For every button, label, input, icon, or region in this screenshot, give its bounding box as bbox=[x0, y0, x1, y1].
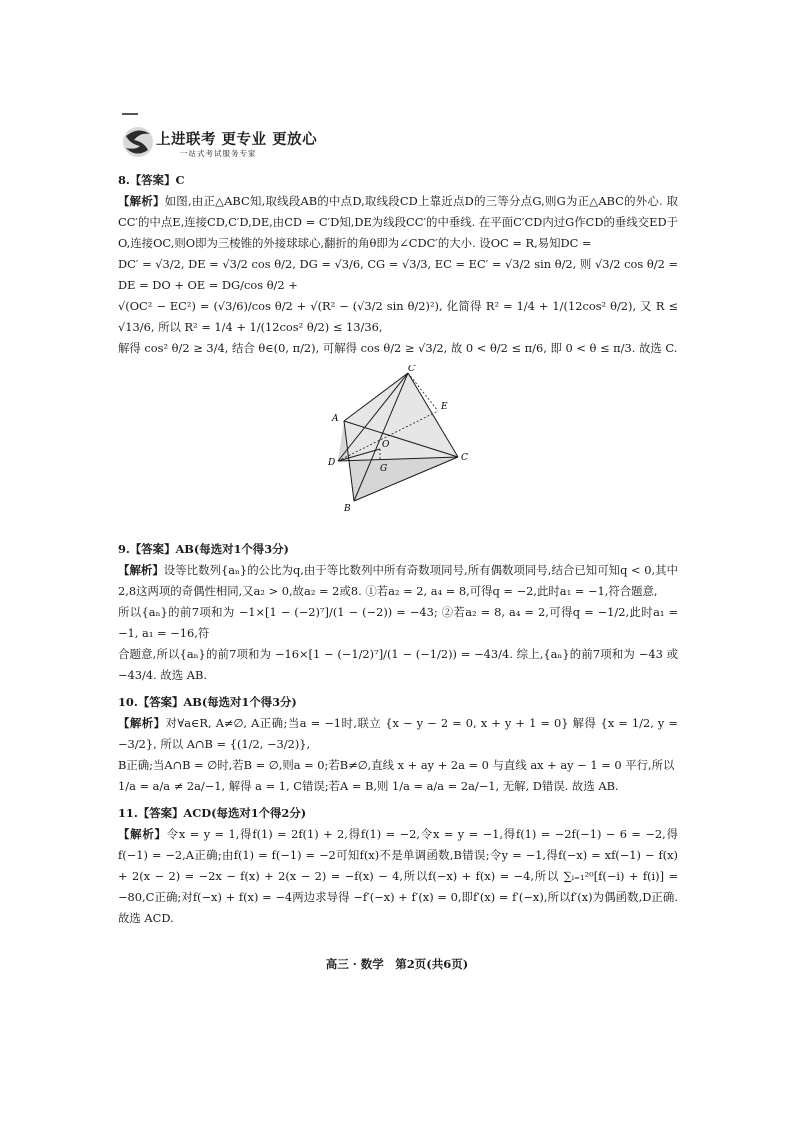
q10-analysis-3: 1/a = a/a ≠ 2a/−1, 解得 a = 1, C错误;若A = B,则 1/a = a/a = 2a/−1, 无解, D错误. 故选 AB. bbox=[118, 779, 619, 793]
label-c: C bbox=[461, 453, 468, 463]
top-dash bbox=[122, 113, 138, 115]
q8-analysis-label: 【解析】 bbox=[118, 194, 165, 208]
label-o: O bbox=[382, 440, 390, 450]
label-a: A bbox=[332, 414, 339, 424]
q11-analysis-1 bbox=[118, 824, 678, 929]
q9-answer: 9.【答案】AB(每选对1个得3分) bbox=[118, 542, 289, 556]
brand-slogan: 一站式考试服务专家 bbox=[180, 149, 257, 158]
label-d: D bbox=[328, 458, 336, 468]
q11-text-1: 令x = y = 1,得f(1) = 2f(1) + 2,得f(1) = −2,令x = y = −1,得f(1) = −2f(−1) − 6 = −2,得f(−1) = −2,A正确;由f(1) = f(−1) = −2可知f(x)不是单调函数,B错误;令y = −1,得f(−x) = xf(−1) − f(x) + 2(x − 2) = −2x − f(x) + 2(x − 2) = −f(x) − 4,所以f(−x) + f(x) = −4,所以 ∑ᵢ₌₁²⁰[f(−i) + f(i)] = −80,C正确;对f(−x) + f(x) = −4两边求导得 −f′(−x) + f′(x) = 0,即f′(x) = f′(−x),所以f′(x)为偶函数,D正确. 故选 ACD. bbox=[118, 827, 678, 925]
q9-analysis-3: 合题意,所以{aₙ}的前7项和为 −16×[1 − (−1/2)⁷]/(1 − (−1/2)) = −43/4. 综上,{aₙ}的前7项和为 −43 或 −43/4. 故选 AB. bbox=[118, 647, 678, 682]
q9-analysis-2: 所以{aₙ}的前7项和为 −1×[1 − (−2)⁷]/(1 − (−2)) = −43; ②若a₂ = 8, a₄ = 2,可得q = −1/2,此时a₁ = −1, a₁ = −16,符 bbox=[118, 605, 678, 640]
q10-analysis-1 bbox=[118, 713, 678, 755]
label-e: E bbox=[441, 402, 448, 412]
label-b: B bbox=[344, 504, 351, 514]
page-footer: 高三 · 数学 第2页(共6页) bbox=[325, 957, 469, 971]
brand-header bbox=[118, 122, 378, 168]
q8-analysis-2: DC′ = √3/2, DE = √3/2 cos θ/2, DG = √3/6, CG = √3/3, EC = EC′ = √3/2 sin θ/2, 则 √3/2 cos θ/2 = DE = DO + OE = DG/cos θ/2 + bbox=[118, 257, 678, 292]
content bbox=[118, 170, 678, 929]
q8-answer: 8.【答案】C bbox=[118, 173, 185, 187]
q9-analysis-label: 【解析】 bbox=[118, 563, 164, 577]
q10-analysis-2: B正确;当A∩B = ∅时,若B = ∅,则a = 0;若B≠∅,直线 x + ay + 2a = 0 与直线 ax + ay − 1 = 0 平行,所以 bbox=[118, 758, 675, 772]
label-g: G bbox=[380, 464, 388, 474]
q8-figure bbox=[118, 365, 678, 535]
q11-answer: 11.【答案】ACD(每选对1个得2分) bbox=[118, 806, 307, 820]
q10-analysis-label: 【解析】 bbox=[118, 716, 166, 730]
q10-text-1: 对∀a∈R, A≠∅, A正确;当a = −1时,联立 {x − y − 2 = 0, x + y + 1 = 0} 解得 {x = 1/2, y = −3/2}, 所以 A∩B = {(1/2, −3/2)}, bbox=[118, 716, 678, 751]
q8-analysis-3: √(OC² − EC²) = (√3/6)/cos θ/2 + √(R² − (√3/2 sin θ/2)²), 化简得 R² = 1/4 + 1/(12cos² θ/2), 又 R ≤ √13/6, 所以 R² = 1/4 + 1/(12cos² θ/2) ≤ 13/36, bbox=[118, 299, 678, 334]
brand-logo-icon bbox=[118, 122, 158, 162]
q11-analysis-label: 【解析】 bbox=[118, 827, 167, 841]
pyramid-diagram bbox=[328, 365, 478, 535]
brand-name: 上进联考 更专业 更放心 bbox=[156, 132, 318, 148]
q8-text-1: 如图,由正△ABC知,取线段AB的中点D,取线段CD上靠近点D的三等分点G,则G为正△ABC的外心. 取CC′的中点E,连接CD,C′D,DE,由CD = C′D知,DE为线段CC′的中垂线. 在平面C′CD内过G作CD的垂线交ED于O,连接OC,则O即为三棱锥的外接球球心,翻折的角θ即为∠CDC′的大小. 设OC = R,易知DC = bbox=[118, 194, 678, 250]
label-cprime: C′ bbox=[408, 365, 417, 374]
q9-analysis-1 bbox=[118, 560, 678, 602]
q8-analysis-4: 解得 cos² θ/2 ≥ 3/4, 结合 θ∈(0, π/2), 可解得 cos θ/2 ≥ √3/2, 故 0 < θ/2 ≤ π/6, 即 0 < θ ≤ π/3. 故选 C. bbox=[118, 341, 678, 355]
q8-analysis-1 bbox=[118, 191, 678, 254]
q9-text-1: 设等比数列{aₙ}的公比为q,由于等比数列中所有奇数项同号,所有偶数项同号,结合已知可知q < 0,其中2,8这两项的奇偶性相同,又a₂ > 0,故a₂ = 2或8. ①若a₂ = 2, a₄ = 8,可得q = −2,此时a₁ = −1,符合题意, bbox=[118, 563, 678, 598]
q10-answer: 10.【答案】AB(每选对1个得3分) bbox=[118, 695, 297, 709]
